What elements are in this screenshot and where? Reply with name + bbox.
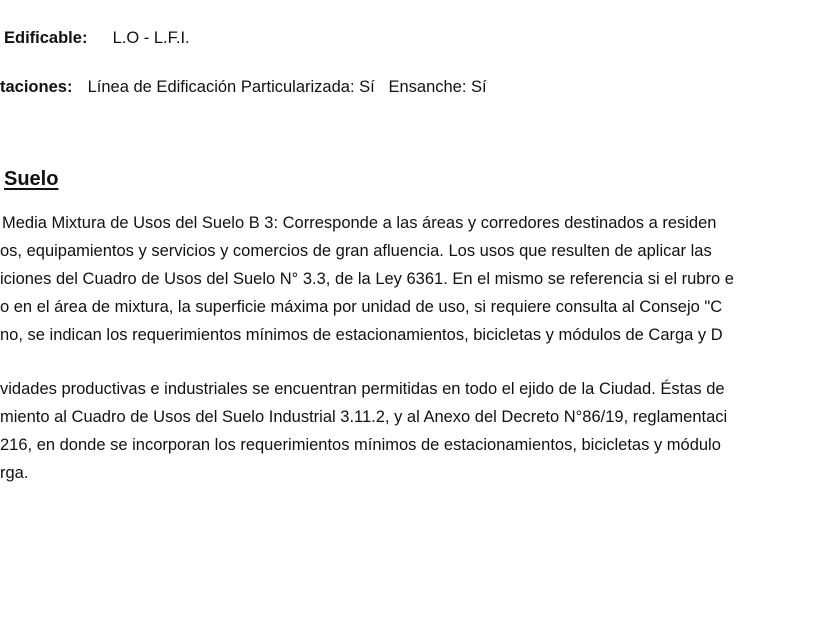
paragraph-line: 216, en donde se incorporan los requerimientos mínimos de estacionamientos, bicicletas y módulo bbox=[0, 436, 721, 454]
paragraph-line: o en el área de mixtura, la superficie máxima por unidad de uso, si requiere consulta al Consejo "C bbox=[0, 298, 723, 316]
afectaciones-value: Línea de Edificación Particularizada: Sí Ensanche: Sí bbox=[87, 78, 487, 96]
paragraph-line: os, equipamientos y servicios y comercios de gran afluencia. Los usos que resulten de aplicar las bbox=[0, 242, 712, 260]
paragraph-line: Media Mixtura de Usos del Suelo B 3: Corresponde a las áreas y corredores destinados a residen bbox=[2, 214, 717, 232]
paragraph-line: no, se indican los requerimientos mínimos de estacionamientos, bicicletas y módulos de Carga y D bbox=[0, 326, 723, 344]
paragraph-line: miento al Cuadro de Usos del Suelo Industrial 3.11.2, y al Anexo del Decreto N°86/19, reglamentaci bbox=[0, 408, 728, 426]
edificable-value: L.O - L.F.I. bbox=[112, 29, 190, 47]
afectaciones-label: taciones: bbox=[0, 78, 73, 96]
edificable-label: Edificable: bbox=[4, 29, 88, 47]
section-heading: Suelo bbox=[4, 168, 59, 190]
paragraph-line: vidades productivas e industriales se encuentran permitidas en todo el ejido de la Ciudad. Éstas de bbox=[0, 380, 725, 398]
paragraph-line: iciones del Cuadro de Usos del Suelo N° 3.3, de la Ley 6361. En el mismo se referencia si el rubro e bbox=[0, 270, 734, 288]
paragraph-line: rga. bbox=[0, 464, 29, 482]
edificable-row bbox=[4, 28, 190, 48]
afectaciones-row bbox=[0, 77, 487, 97]
